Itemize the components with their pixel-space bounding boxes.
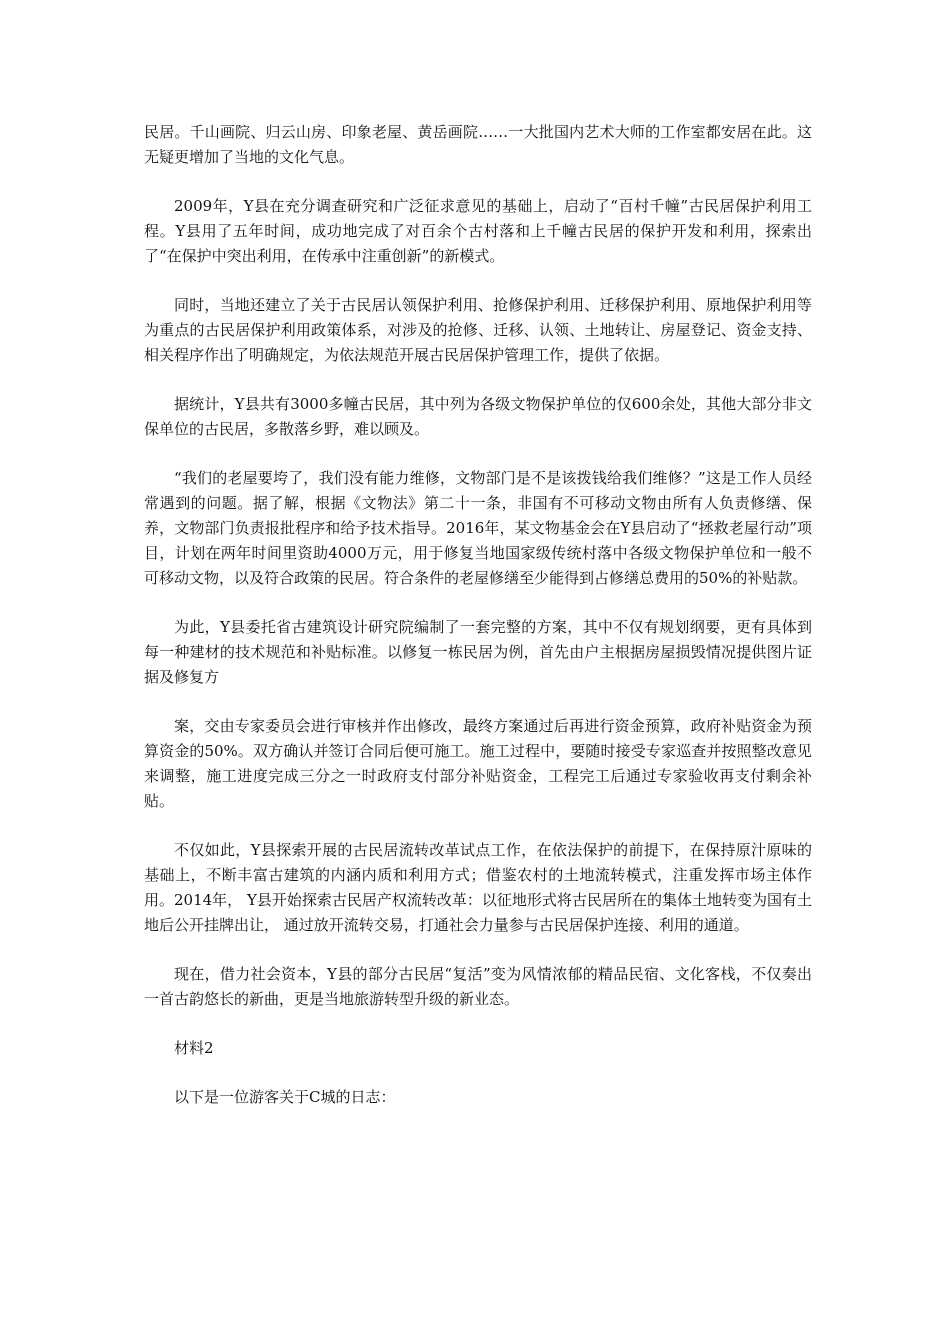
paragraph-8: 不仅如此，Y县探索开展的古民居流转改革试点工作，在依法保护的前提下，在保持原汁原味的基础上，不断丰富古建筑的内涵内质和利用方式；借鉴农村的土地流转模式，注重发挥市场主体作用。2014年， Y县开始探索古民居产权流转改革：以征地形式将古民居所在的集体土地转变为国有土地后公开挂牌出让， 通过放开流转交易，打通社会力量参与古民居保护连接、利用的通道。 <box>144 841 812 934</box>
document-body <box>144 120 812 1134</box>
paragraph-7: 案，交由专家委员会进行审核并作出修改，最终方案通过后再进行资金预算，政府补贴资金为预算资金的50%。双方确认并签订合同后便可施工。施工过程中，要随时接受专家巡查并按照整改意见来调整，施工进度完成三分之一时政府支付部分补贴资金，工程完工后通过专家验收再支付剩余补贴。 <box>144 717 812 810</box>
paragraph-3: 同时，当地还建立了关于古民居认领保护利用、抢修保护利用、迁移保护利用、原地保护利用等为重点的古民居保护利用政策体系，对涉及的抢修、迁移、认领、土地转让、房屋登记、资金支持、相关程序作出了明确规定，为依法规范开展古民居保护管理工作，提供了依据。 <box>144 296 812 364</box>
section-heading-material-2: 材料2 <box>174 1039 214 1057</box>
paragraph-5: “我们的老屋要垮了，我们没有能力维修，文物部门是不是该拨钱给我们维修？”这是工作人员经常遇到的问题。据了解，根据《文物法》第二十一条，非国有不可移动文物由所有人负责修缮、保养，文物部门负责报批程序和给予技术指导。2016年，某文物基金会在Y县启动了“拯救老屋行动”项目，计划在两年时间里资助4000万元，用于修复当地国家级传统村落中各级文物保护单位和一般不可移动文物，以及符合政策的民居。符合条件的老屋修缮至少能得到占修缮总费用的50%的补贴款。 <box>144 469 812 587</box>
paragraph-4: 据统计，Y县共有3000多幢古民居，其中列为各级文物保护单位的仅600余处，其他大部分非文保单位的古民居，多散落乡野，难以顾及。 <box>144 395 812 438</box>
paragraph-1: 民居。千山画院、归云山房、印象老屋、黄岳画院……一大批国内艺术大师的工作室都安居在此。这无疑更增加了当地的文化气息。 <box>144 123 812 166</box>
paragraph-2: 2009年，Y县在充分调查研究和广泛征求意见的基础上，启动了“百村千幢”古民居保护利用工程。Y县用了五年时间，成功地完成了对百余个古村落和上千幢古民居的保护开发和利用，探索出了“在保护中突出利用，在传承中注重创新”的新模式。 <box>144 197 812 265</box>
paragraph-9: 现在，借力社会资本，Y县的部分古民居“复活”变为风情浓郁的精品民宿、文化客栈，不仅奏出一首古韵悠长的新曲，更是当地旅游转型升级的新业态。 <box>144 965 812 1008</box>
paragraph-6: 为此，Y县委托省古建筑设计研究院编制了一套完整的方案，其中不仅有规划纲要，更有具体到每一种建材的技术规范和补贴标准。以修复一栋民居为例，首先由户主根据房屋损毁情况提供图片证据及修复方 <box>144 618 812 686</box>
paragraph-10: 以下是一位游客关于C城的日志： <box>174 1088 396 1106</box>
